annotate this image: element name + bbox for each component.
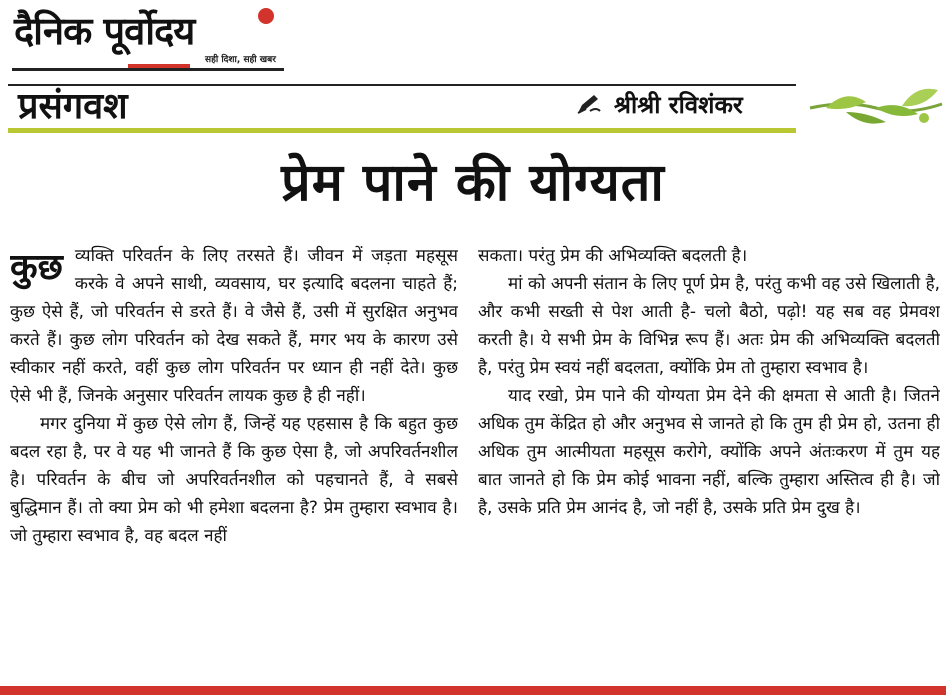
article-column-left <box>10 242 458 672</box>
article-headline: प्रेम पाने की योग्यता <box>281 153 665 213</box>
paragraph-text: व्यक्ति परिवर्तन के लिए तरसते हैं। जीवन में जड़ता महसूस करके वे अपने साथी, व्यवसाय, घर इत्यादि बदलना चाहते हैं; कुछ ऐसे हैं, जो परिवर्तन से डरते हैं। वे जैसे हैं, उसी में सुरक्षित अनुभव करते हैं। कुछ लोग परिवर्तन को देख सकते हैं, मगर भय के कारण उसे स्वीकार नहीं करते, वहीं कुछ लोग परिवर्तन पर ध्यान ही नहीं देते। कुछ ऐसे भी हैं, जिनके अनुसार परिवर्तन लायक कुछ है ही नहीं। <box>10 246 458 406</box>
leaf-icon <box>806 78 944 134</box>
article-paragraph: याद रखो, प्रेम पाने की योग्यता प्रेम देने की क्षमता से आती है। जितने अधिक तुम केंद्रित हो और अनुभव से जानते हो कि तुम ही प्रेम हो, उतना ही अधिक तुम आत्मीयता महसूस करोगे, क्योंकि अपने अंतःकरण में तुम यह बात जानते हो कि प्रेम कोई भावना नहीं, बल्कि तुम्हारा अस्तित्व ही है। जो है, उसके प्रति प्रेम आनंद है, जो नहीं है, उसके प्रति प्रेम दुख है। <box>478 386 940 518</box>
masthead-tagline: सही दिशा, सही खबर <box>205 55 276 65</box>
article-column-right <box>478 242 940 672</box>
article-paragraph: मां को अपनी संतान के लिए पूर्ण प्रेम है, परंतु कभी वह उसे खिलाती है, और कभी सख्ती से पेश आती है- चलो बैठो, पढ़ो! यह सब वह प्रेमवश करती है। ये सभी प्रेम के विभिन्न रूप हैं। अतः प्रेम की अभिव्यक्ति बदलती है, परंतु प्रेम स्वयं नहीं बदलता, क्योंकि प्रेम तो तुम्हारा स्वभाव है। <box>478 274 940 378</box>
masthead-rule <box>12 68 284 71</box>
article-paragraph: सकता। परंतु प्रेम की अभिव्यक्ति बदलती है। <box>478 246 748 266</box>
author-name: श्रीश्री रविशंकर <box>614 91 743 119</box>
section-label: प्रसंगवश <box>18 86 128 127</box>
masthead-red-dot <box>258 8 274 24</box>
pen-icon <box>576 93 602 115</box>
page-bottom-rule <box>0 686 946 695</box>
article-paragraph: मगर दुनिया में कुछ ऐसे लोग हैं, जिन्हें यह एहसास है कि बहुत कुछ बदल रहा है, पर वे यह भी जानते हैं कि कुछ ऐसा है, जो अपरिवर्तनशील है। परिवर्तन के बीच जो अपरिवर्तनशील को पहचानते हैं, वे सबसे बुद्धिमान हैं। तो क्या प्रेम को भी हमेशा बदलना है? प्रेम तुम्हारा स्वभाव है। जो तुम्हारा स्वभाव है, वह बदल नहीं <box>10 414 458 546</box>
section-header-green-rule <box>8 128 796 133</box>
masthead-title: दैनिक पूर्वोदय <box>14 9 195 53</box>
article-paragraph <box>10 242 458 410</box>
drop-cap: कुछ <box>10 247 63 288</box>
